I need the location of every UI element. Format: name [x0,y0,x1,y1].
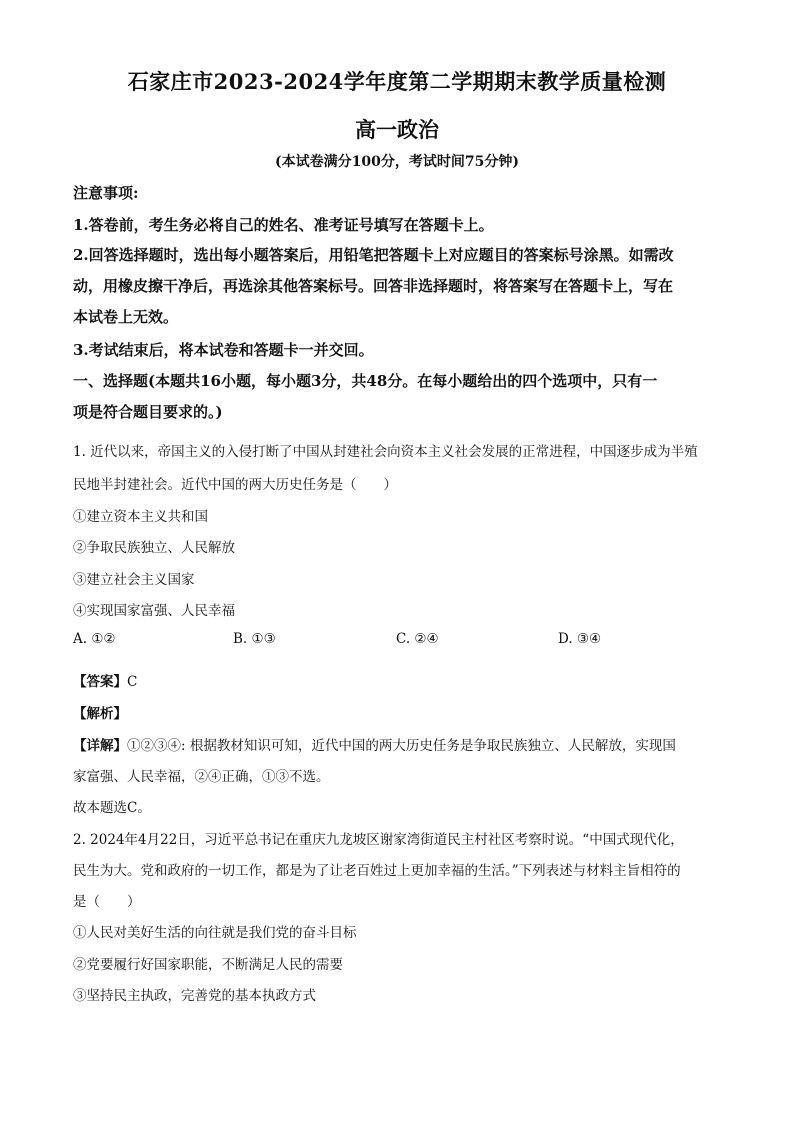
q1-stem-line-2: 民地半封建社会。近代中国的两大历史任务是（ ） [73,477,397,493]
q1-option-d: D. ③④ [558,631,602,647]
q1-option-b: B. ①③ [233,631,276,647]
notes-heading: 注意事项: [73,184,139,202]
note-item-2-line-3: 本试卷上无效。 [73,308,179,326]
q1-item-4: ④实现国家富强、人民幸福 [73,603,235,619]
exam-title: 石家庄市2023-2024学年度第二学期期末教学质量检测 [127,69,667,94]
section-heading-line-2: 项是符合题目要求的。) [73,403,223,421]
q1-item-2: ②争取民族独立、人民解放 [73,540,235,556]
detail-label: 【详解】 [73,738,127,754]
q1-conclusion: 故本题选C。 [73,800,151,816]
exam-subject: 高一政治 [355,117,439,142]
q1-detail-line-2: 家富强、人民幸福，②④正确，①③不选。 [73,769,330,785]
exam-meta: (本试卷满分100分，考试时间75分钟) [275,154,519,170]
q2-stem-line-3: 是（ ） [73,894,141,910]
note-item-3: 3.考试结束后，将本试卷和答题卡一并交回。 [73,341,374,359]
answer-label: 【答案】 [73,674,127,690]
q1-option-c: C. ②④ [396,631,439,647]
q2-item-3: ③坚持民主执政，完善党的基本执政方式 [73,988,316,1004]
note-item-2-line-2: 动，用橡皮擦干净后，再选涂其他答案标号。回答非选择题时，将答案写在答题卡上，写在 [73,277,674,295]
detail-text: ①②③④: 根据教材知识可知，近代中国的两大历史任务是争取民族独立、人民解放，实现国 [127,738,676,754]
q2-item-2: ②党要履行好国家职能，不断满足人民的需要 [73,957,343,973]
q2-item-1: ①人民对美好生活的向往就是我们党的奋斗目标 [73,925,357,941]
q1-detail-line-1 [73,734,676,754]
q1-item-1: ①建立资本主义共和国 [73,509,208,525]
q2-stem-line-1: 2. 2024年4月22日，习近平总书记在重庆九龙坡区谢家湾街道民主村社区考察时说。“中国式现代化， [73,832,684,848]
analysis-label: 【解析】 [73,706,127,722]
answer-value: C [127,674,138,690]
note-item-1: 1.答卷前，考生务必将自己的姓名、准考证号填写在答题卡上。 [73,216,494,234]
note-item-2-line-1: 2.回答选择题时，选出每小题答案后，用铅笔把答题卡上对应题目的答案标号涂黑。如需改 [73,246,674,264]
q1-option-a: A. ①② [73,631,116,647]
section-heading-line-1: 一、选择题(本题共16小题，每小题3分，共48分。在每小题给出的四个选项中，只有一 [73,372,658,390]
q1-item-3: ③建立社会主义国家 [73,572,195,588]
q1-stem-line-1: 1. 近代以来，帝国主义的入侵打断了中国从封建社会向资本主义社会发展的正常进程，中国逐步成为半殖 [73,444,698,460]
q1-answer [73,670,137,690]
q2-stem-line-2: 民生为大。党和政府的一切工作，都是为了让老百姓过上更加幸福的生活。”下列表述与材料主旨相符的 [73,863,681,879]
